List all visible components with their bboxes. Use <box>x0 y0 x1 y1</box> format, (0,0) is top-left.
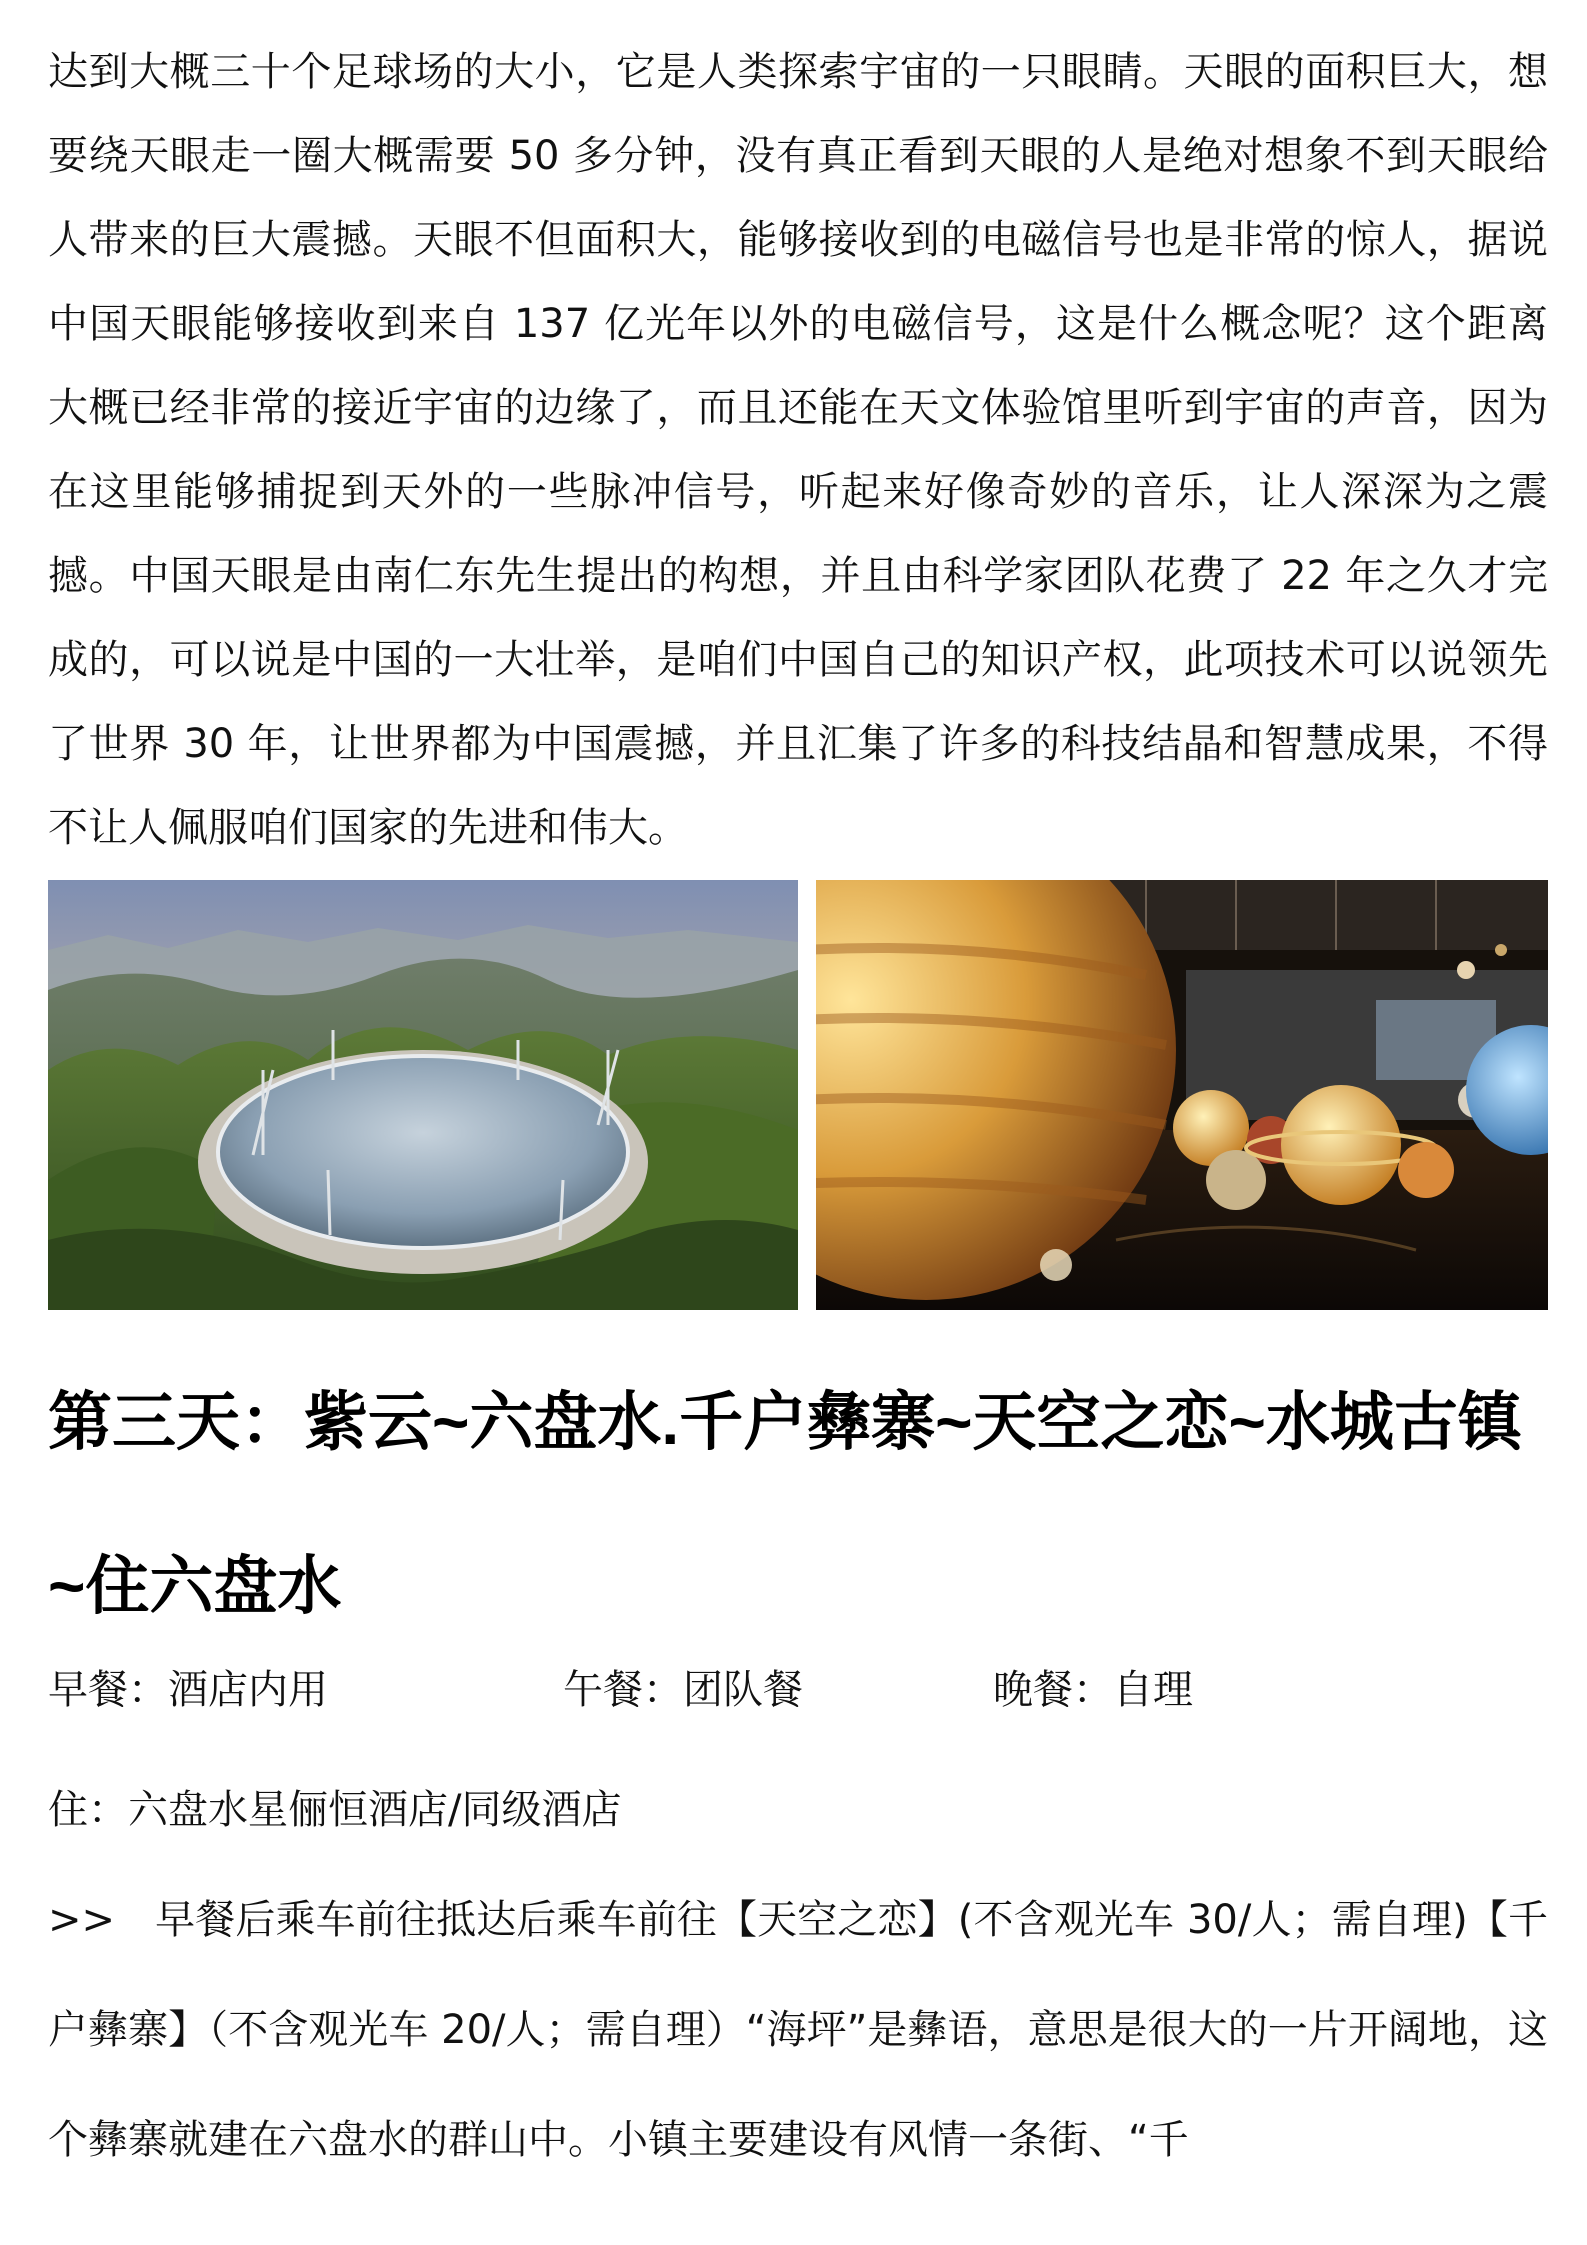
breakfast-info: 早餐：酒店内用 <box>48 1667 328 1713</box>
meals-row <box>48 1660 1548 1720</box>
arrow-marker: >> <box>48 1897 116 1943</box>
fast-telescope-photo <box>48 880 798 1310</box>
itinerary-text: 早餐后乘车前往抵达后乘车前往【天空之恋】(不含观光车 30/人；需自理)【千户彝寨】（不含观光车 20/人；需自理）“海坪”是彝语，意思是很大的一片开阔地，这个彝寨就建在六盘水的群山中。小镇主要建设有风情一条街、“千 <box>48 1897 1548 2163</box>
hotel-info: 住：六盘水星俪恒酒店/同级酒店 <box>48 1787 622 1833</box>
day-title: 第三天：紫云~六盘水.千户彝寨~天空之恋~水城古镇~住六盘水 <box>48 1386 1522 1622</box>
intro-paragraph: 达到大概三十个足球场的大小，它是人类探索宇宙的一只眼睛。天眼的面积巨大，想要绕天眼走一圈大概需要 50 多分钟，没有真正看到天眼的人是绝对想象不到天眼给人带来的巨大震撼。天眼不但面积大，能够接收到的电磁信号也是非常的惊人，据说中国天眼能够接收到来自 137 亿光年以外的电磁信号，这是什么概念呢？这个距离大概已经非常的接近宇宙的边缘了，而且还能在天文体验馆里听到宇宙的声音，因为在这里能够捕捉到天外的一些脉冲信号，听起来好像奇妙的音乐，让人深深为之震撼。中国天眼是由南仁东先生提出的构想，并且由科学家团队花费了 22 年之久才完成的，可以说是中国的一大壮举，是咱们中国自己的知识产权，此项技术可以说领先了世界 30 年，让世界都为中国震撼，并且汇集了许多的科技结晶和智慧成果，不得不让人佩服咱们国家的先进和伟大。 <box>48 49 1548 851</box>
telescope-image <box>48 880 798 1310</box>
photo-row <box>48 880 1548 1310</box>
planetarium-photo <box>816 880 1548 1310</box>
dinner-info: 晚餐：自理 <box>993 1667 1193 1713</box>
itinerary-paragraph <box>48 1865 1548 2195</box>
lunch-info: 午餐：团队餐 <box>563 1667 803 1713</box>
planets-image <box>816 880 1548 1310</box>
